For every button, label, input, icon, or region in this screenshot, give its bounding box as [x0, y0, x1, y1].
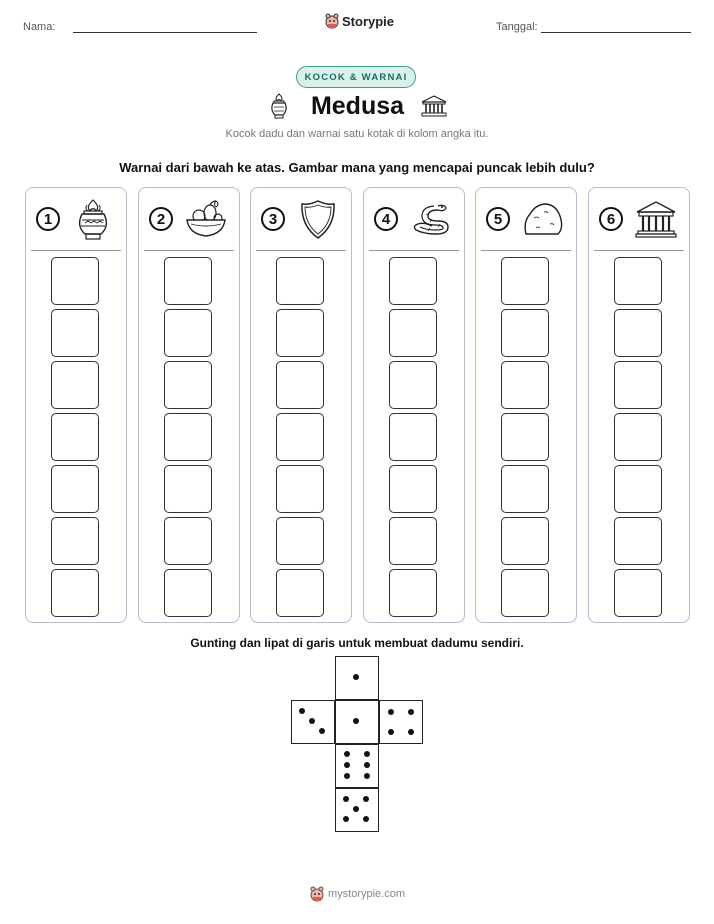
- color-box[interactable]: [389, 361, 437, 409]
- dice-face-1: [335, 700, 379, 744]
- color-box[interactable]: [614, 569, 662, 617]
- dice-instruction: Gunting dan lipat di garis untuk membuat dadumu sendiri.: [190, 636, 524, 650]
- color-box[interactable]: [501, 257, 549, 305]
- color-box[interactable]: [276, 309, 324, 357]
- color-box[interactable]: [389, 569, 437, 617]
- color-box[interactable]: [51, 413, 99, 461]
- color-box[interactable]: [164, 257, 212, 305]
- color-box[interactable]: [276, 465, 324, 513]
- column-number: 1: [36, 207, 60, 231]
- page-title: Medusa: [310, 92, 405, 120]
- color-box[interactable]: [276, 569, 324, 617]
- date-line[interactable]: [541, 32, 691, 33]
- color-box[interactable]: [164, 309, 212, 357]
- color-box[interactable]: [389, 413, 437, 461]
- column-number: 6: [599, 207, 623, 231]
- column-4: [363, 187, 465, 623]
- temple-icon: [420, 95, 448, 117]
- color-box[interactable]: [276, 361, 324, 409]
- color-box[interactable]: [51, 569, 99, 617]
- color-box[interactable]: [164, 413, 212, 461]
- column-number: 4: [374, 207, 398, 231]
- color-box[interactable]: [389, 257, 437, 305]
- dice-face-1: [335, 656, 379, 700]
- color-box[interactable]: [51, 517, 99, 565]
- column-6: [588, 187, 690, 623]
- column-1: [25, 187, 127, 623]
- color-box[interactable]: [276, 413, 324, 461]
- rock-icon: [520, 196, 566, 242]
- name-line[interactable]: [73, 32, 257, 33]
- color-box[interactable]: [389, 517, 437, 565]
- color-box[interactable]: [614, 517, 662, 565]
- urn-icon: [70, 196, 116, 242]
- color-box[interactable]: [389, 465, 437, 513]
- color-box[interactable]: [501, 309, 549, 357]
- color-box[interactable]: [51, 257, 99, 305]
- color-box[interactable]: [614, 361, 662, 409]
- page-subtitle: Kocok dadu dan warnai satu kotak di kolom angka itu.: [225, 128, 489, 140]
- column-number: 2: [149, 207, 173, 231]
- color-box[interactable]: [501, 413, 549, 461]
- color-box[interactable]: [501, 465, 549, 513]
- column-3: [250, 187, 352, 623]
- name-label: Nama:: [23, 21, 56, 33]
- color-box[interactable]: [164, 569, 212, 617]
- color-box[interactable]: [501, 569, 549, 617]
- footer: [310, 886, 405, 902]
- fruit-bowl-icon: [183, 196, 229, 242]
- column-5: [475, 187, 577, 623]
- color-box[interactable]: [51, 309, 99, 357]
- color-box[interactable]: [164, 465, 212, 513]
- color-box[interactable]: [614, 465, 662, 513]
- coloring-instruction: Warnai dari bawah ke atas. Gambar mana yang mencapai puncak lebih dulu?: [119, 160, 595, 175]
- date-label: Tanggal:: [496, 21, 538, 33]
- storypie-mascot-icon: [325, 13, 339, 29]
- footer-url[interactable]: mystorypie.com: [328, 888, 406, 900]
- color-box[interactable]: [614, 309, 662, 357]
- color-box[interactable]: [614, 257, 662, 305]
- color-box[interactable]: [389, 309, 437, 357]
- column-2: [138, 187, 240, 623]
- color-box[interactable]: [614, 413, 662, 461]
- shield-icon: [295, 196, 341, 242]
- urn-icon: [268, 92, 290, 120]
- brand-name: Storypie: [342, 13, 395, 29]
- dice-face-5: [335, 788, 379, 832]
- color-box[interactable]: [51, 465, 99, 513]
- temple-icon: [633, 196, 679, 242]
- activity-badge: KOCOK & WARNAI: [296, 66, 416, 88]
- color-box[interactable]: [51, 361, 99, 409]
- color-box[interactable]: [501, 361, 549, 409]
- storypie-mascot-icon: [310, 886, 324, 902]
- color-box[interactable]: [276, 257, 324, 305]
- color-box[interactable]: [164, 361, 212, 409]
- column-number: 5: [486, 207, 510, 231]
- color-box[interactable]: [276, 517, 324, 565]
- dice-face-3: [291, 700, 335, 744]
- snake-icon: [408, 196, 454, 242]
- dice-face-6: [335, 744, 379, 788]
- color-box[interactable]: [164, 517, 212, 565]
- column-number: 3: [261, 207, 285, 231]
- dice-face-4: [379, 700, 423, 744]
- color-box[interactable]: [501, 517, 549, 565]
- brand-logo: [325, 13, 394, 29]
